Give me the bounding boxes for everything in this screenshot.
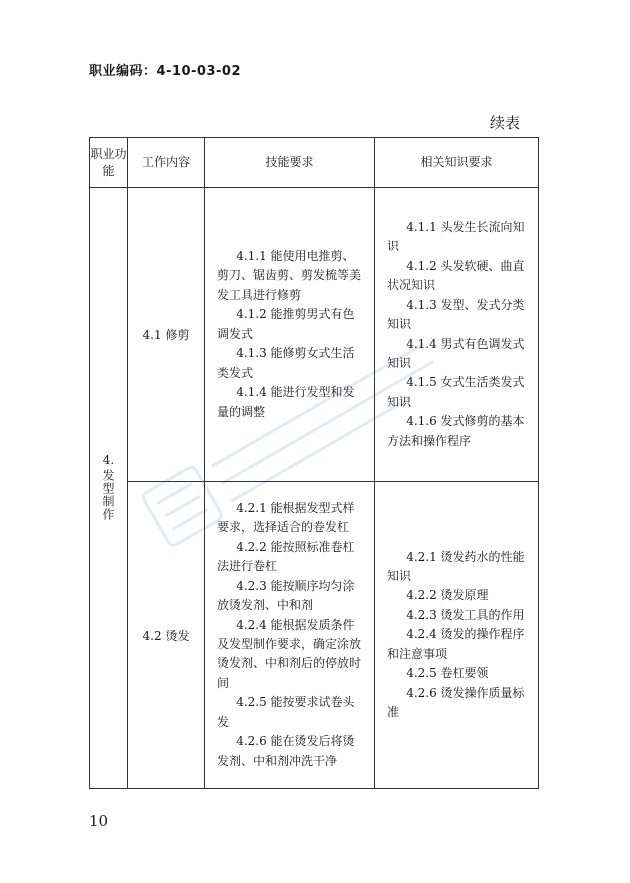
continued-label: 续表 [489,114,520,132]
table-header-row [90,138,539,188]
occupation-code: 职业编码：4-10-03-02 [89,64,242,79]
skills-table [89,137,539,789]
list-item: 4.2.5 能按要求试卷头发 [217,695,355,729]
page-number: 10 [89,812,109,830]
list-item: 4.1.1 头发生长流向知识 [387,219,525,254]
list-item: 4.2.4 烫发的操作程序和注意事项 [387,627,525,661]
skills-cell [205,482,375,789]
knowledge-cell [375,482,539,789]
table-row [90,188,539,482]
work-content-cell: 4.1 修剪 [128,188,205,482]
list-item: 4.2.3 烫发工具的作用 [406,607,525,622]
header-work: 工作内容 [128,138,205,188]
list-item: 4.2.6 能在烫发后将烫发剂、中和剂冲洗干净 [217,734,355,768]
list-item: 4.1.4 男式有色调发式知识 [387,336,525,370]
list-item: 4.2.3 能按顺序均匀涂放烫发剂、中和剂 [217,578,355,613]
knowledge-cell [375,188,539,482]
list-item: 4.2.2 烫发原理 [406,588,489,603]
work-content-cell: 4.2 烫发 [128,482,205,789]
header-function: 职业功能 [90,138,128,188]
list-item: 4.1.2 头发软硬、曲直状况知识 [387,258,525,293]
skills-cell [205,188,375,482]
list-item: 4.1.6 发式修剪的基本方法和操作程序 [387,414,525,448]
list-item: 4.1.3 发型、发式分类知识 [387,297,525,332]
header-skill: 技能要求 [205,138,375,188]
header-knowledge: 相关知识要求 [375,138,539,188]
list-item: 4.2.1 能根据发型式样要求，选择适合的卷发杠 [217,500,355,535]
function-name: 发型制作 [101,468,115,521]
list-item: 4.2.5 卷杠要领 [406,666,489,681]
list-item: 4.1.2 能推剪男式有色调发式 [217,307,355,341]
function-cell [90,188,128,789]
list-item: 4.1.1 能使用电推剪、剪刀、锯齿剪、剪发梳等美发工具进行修剪 [217,249,362,302]
table-row [90,482,539,789]
list-item: 4.2.1 烫发药水的性能知识 [387,549,525,583]
function-number: 4. [102,452,115,467]
list-item: 4.2.2 能按照标准卷杠法进行卷杠 [217,539,355,574]
list-item: 4.1.3 能修剪女式生活类发式 [217,346,355,380]
list-item: 4.1.4 能进行发型和发量的调整 [217,385,355,419]
list-item: 4.2.6 烫发操作质量标准 [387,685,525,720]
list-item: 4.2.4 能根据发质条件及发型制作要求，确定涂放烫发剂、中和剂后的停放时间 [217,617,362,690]
list-item: 4.1.5 女式生活类发式知识 [387,375,525,409]
